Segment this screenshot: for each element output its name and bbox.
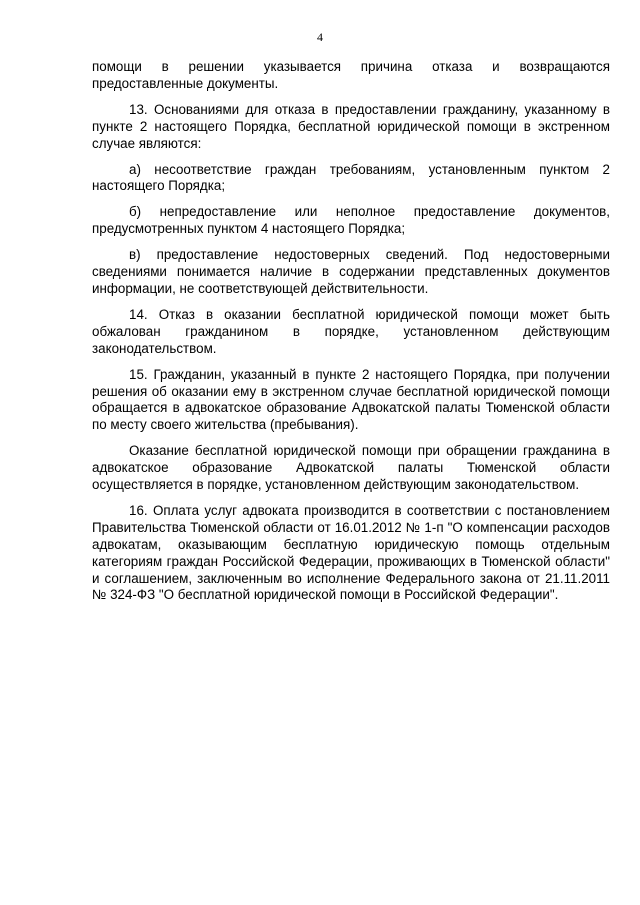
paragraph-subitem-b: б) непредоставление или неполное предоставление документов, предусмотренных пунктом 4 настоящего Порядка; <box>92 204 610 237</box>
page-number: 4 <box>317 30 323 44</box>
paragraph-item-14: 14. Отказ в оказании бесплатной юридической помощи может быть обжалован гражданином в порядке, установленном действующим законодательством. <box>92 306 610 356</box>
paragraph-subitem-v: в) предоставление недостоверных сведений. Под недостоверными сведениями понимается наличие в содержании представленных документов информации, не соответствующей действительности. <box>92 247 610 296</box>
paragraph-item-15: 15. Гражданин, указанный в пункте 2 настоящего Порядка, при получении решения об оказании ему в экстренном случае бесплатной юридической помощи обращается в адвокатское образование Адвокатской палаты Тюменской области по месту своего жительства (пребывания). <box>92 366 610 433</box>
paragraph-item-16: 16. Оплата услуг адвоката производится в соответствии с постановлением Правительства Тюменской области от 16.01.2012 № 1-п "О компенсации расходов адвокатам, оказывающим бесплатную юридическую помощь отдельным категориям граждан Российской Федерации, проживающих в Тюменской области" и соглашением, заключенным во исполнение Федерального закона от 21.11.2011 № 324-ФЗ "О бесплатной юридической помощи в Российской Федерации". <box>92 502 610 603</box>
document-body <box>92 59 610 613</box>
paragraph-item-15-continued: Оказание бесплатной юридической помощи при обращении гражданина в адвокатское образование Адвокатской палаты Тюменской области осуществляется в порядке, установленном действующим законодательством. <box>92 443 610 493</box>
paragraph-continuation: помощи в решении указывается причина отказа и возвращаются предоставленные документы. <box>92 59 610 91</box>
paragraph-item-13: 13. Основаниями для отказа в предоставлении гражданину, указанному в пункте 2 настоящего Порядка, бесплатной юридической помощи в экстренном случае являются: <box>92 101 610 151</box>
paragraph-subitem-a: а) несоответствие граждан требованиям, установленным пунктом 2 настоящего Порядка; <box>92 161 610 194</box>
